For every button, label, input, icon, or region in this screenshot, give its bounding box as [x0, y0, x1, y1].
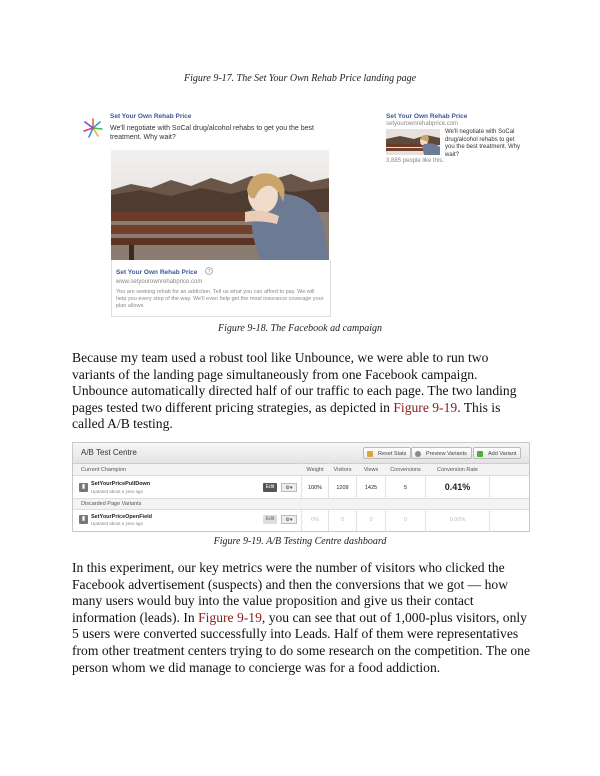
- add-variant-label: Add Variant: [488, 451, 517, 457]
- discarded-variants-label: Discarded Page Variants: [81, 501, 142, 507]
- conversion-rate-header: Conversion Rate: [437, 467, 478, 473]
- paragraph-2-text-end: , you can see that out of 1,000-plus visitors, only 5 users were converted successfully into Leads. Half of them were representatives from other treatment centers trying to do some research on the competition. The one person whom we did manage to concierge was for a food addiction.: [72, 609, 531, 675]
- paragraph-1-text: Because my team used a robust tool like Unbounce, we were able to run two variants of the landing page simultaneously from one Facebook campaign. Unbounce automatically directed half of our traffic to each page. The two landing pages tested two different pricing strategies, as depicted in: [72, 350, 517, 415]
- help-icon[interactable]: [205, 267, 213, 275]
- figure-19-caption: Figure 9-19. A/B Testing Centre dashboard: [213, 536, 387, 547]
- ad-photo-woman-on-bench[interactable]: [111, 150, 329, 260]
- reset-stats-button[interactable]: [363, 447, 411, 459]
- sidebar-ad-title[interactable]: Set Your Own Rehab Price: [386, 113, 468, 120]
- champion-variant-row[interactable]: [73, 476, 529, 499]
- visitors-header: Visitors: [333, 467, 352, 473]
- preview-variants-button[interactable]: [411, 447, 472, 459]
- ab-test-title: A/B Test Centre: [81, 448, 137, 457]
- champion-visitors: 1209: [336, 485, 349, 491]
- discarded-edit-button[interactable]: Edit: [263, 515, 277, 524]
- discarded-variant-name[interactable]: SetYourPriceOpenField: [91, 514, 153, 520]
- discarded-conversions: 0: [403, 517, 408, 523]
- paragraph-1-text-end: . This is called A/B testing.: [72, 399, 501, 432]
- ad-link-description: You are seeking rehab for an addiction. Tell us what you can afford to pay. We will help you every step of the way. We'll even help get the most insurance coverage your plan allows.: [116, 289, 324, 309]
- discarded-gear-dropdown[interactable]: ⚙▾: [281, 515, 297, 524]
- reset-icon: [367, 451, 373, 457]
- champion-views: 1425: [364, 485, 378, 491]
- conversions-header: Conversions: [390, 467, 421, 473]
- champion-conversion-rate: 0.41%: [444, 482, 471, 492]
- variant-page-icon: ▮: [79, 515, 88, 524]
- ad-link-title[interactable]: Set Your Own Rehab Price: [116, 269, 198, 276]
- paragraph-2-text: In this experiment, our key metrics were the number of visitors who clicked the Facebook advertisement (suspects) and then the conversions that we got — how many users would buy into the value proposition and give us their contact information (leads). In: [72, 560, 509, 625]
- current-champion-header: Current Champion: [81, 467, 126, 473]
- discarded-conversion-rate: 0.00%: [449, 517, 466, 523]
- figure-9-19-link-2[interactable]: Figure 9-19: [198, 609, 262, 625]
- figure-17-caption: Figure 9-17. The Set Your Own Rehab Price landing page: [183, 73, 417, 84]
- plus-icon: [477, 451, 483, 457]
- ad-text: We'll negotiate with SoCal drug/alcohol rehabs to get you the best treatment. Why wait?: [110, 125, 314, 141]
- discarded-updated: Updated about a year ago: [91, 521, 144, 526]
- sidebar-ad-text: We'll negotiate with SoCal drug/alcohol rehabs to get you the best treatment. Why wait?: [445, 129, 521, 158]
- sidebar-ad-url: setyourownrehabprice.com: [386, 121, 459, 127]
- champion-weight: 100%: [307, 485, 323, 491]
- paragraph-1: [72, 350, 532, 433]
- discarded-variant-row[interactable]: [73, 510, 529, 530]
- ab-test-centre-dashboard: [72, 442, 530, 532]
- sidebar-ad-likes: 3,885 people like this.: [386, 158, 445, 164]
- discarded-weight: 0%: [311, 517, 319, 523]
- paragraph-2: [72, 560, 532, 676]
- weight-header: Weight: [306, 467, 324, 473]
- champion-variant-name[interactable]: SetYourPricePullDown: [91, 481, 151, 487]
- rehab-logo-icon: [82, 117, 104, 139]
- discarded-visitors: 0: [340, 517, 345, 523]
- figure-9-19-link[interactable]: Figure 9-19: [393, 399, 458, 415]
- ad-title-link[interactable]: Set Your Own Rehab Price: [110, 113, 192, 120]
- svg-text:?: ?: [207, 269, 211, 275]
- sidebar-ad-thumbnail[interactable]: [386, 129, 440, 155]
- champion-conversions: 5: [403, 485, 408, 491]
- champion-updated: Updated about a year ago: [91, 489, 144, 494]
- discarded-variants-header: [73, 499, 529, 510]
- variant-page-icon: ▮: [79, 483, 88, 492]
- champion-gear-dropdown[interactable]: ⚙▾: [281, 483, 297, 492]
- figure-18-caption: Figure 9-18. The Facebook ad campaign: [217, 323, 383, 334]
- champion-edit-button[interactable]: Edit: [263, 483, 277, 492]
- ad-link-url: www.setyourownrehabprice.com: [116, 279, 203, 285]
- discarded-views: 0: [369, 517, 373, 523]
- ab-table-header-row: [73, 464, 529, 476]
- reset-stats-label: Reset Stats: [378, 451, 407, 457]
- add-variant-button[interactable]: [473, 447, 521, 459]
- preview-variants-label: Preview Variants: [426, 451, 467, 457]
- views-header: Views: [363, 467, 379, 473]
- eye-icon: [415, 451, 421, 457]
